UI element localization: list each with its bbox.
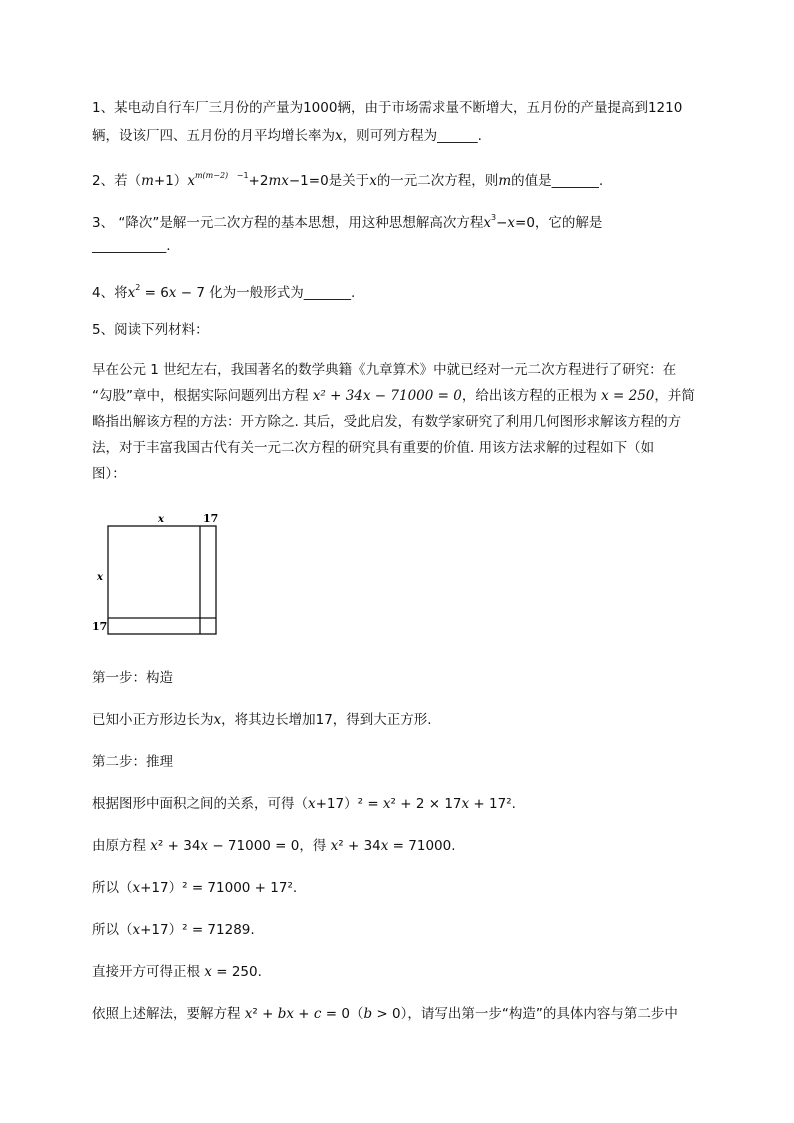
var-c: c (313, 1006, 322, 1022)
p5-title-text: 5、阅读下列材料： (92, 322, 209, 338)
p5-para-text-2a: “勾股”章中，根据实际问题列出方程 (92, 388, 313, 404)
p3-text-a: 3、 “降次”是解一元二次方程的基本思想，用这种思想解高次方程 (92, 215, 484, 231)
r2-text-d: ² + 34 (338, 838, 381, 854)
p5-para-text-4: 法，对于丰富我国古代有关一元二次方程的研究具有重要的价值. 用该方法求解的过程如下（如 (92, 440, 655, 456)
p5-para-line-2 (92, 386, 695, 406)
r5-text-a: 直接开方可得正根 (92, 964, 205, 980)
p3-blank: ___________. (92, 238, 171, 254)
step-1-title-text: 第一步：构造 (92, 670, 173, 686)
step-1-text-a: 已知小正方形边长为 (92, 712, 214, 728)
label-top-x: x (158, 514, 164, 525)
reasoning-line-4 (92, 920, 255, 940)
problem-2-line (92, 166, 603, 191)
r4-text-a: 所以（ (92, 922, 133, 938)
r1-text-a: 根据图形中面积之间的关系，可得（ (92, 796, 308, 812)
exponent-2: 2 (135, 283, 141, 292)
problem-3-line-2 (92, 236, 171, 256)
var-x: x (132, 880, 141, 896)
p2-text-a: 2、若（ (92, 173, 142, 189)
p5-para-text-5: 图）： (92, 466, 126, 482)
problem-1-text-a: 辆，设该厂四、五月份的月平均增长率为 (92, 128, 335, 144)
var-bx: bx (277, 1006, 294, 1022)
var-b: b (363, 1006, 373, 1022)
p2-text-e: −1=0是关于 (288, 173, 370, 189)
r2-text-a: 由原方程 (92, 838, 151, 854)
last-text-d: = 0（ (321, 1006, 364, 1022)
var-x: x (127, 285, 136, 301)
var-x: x (213, 712, 222, 728)
problem-1-text: 1、某电动自行车厂三月份的产量为1000辆，由于市场需求量不断增大，五月份的产量提高到1210 (92, 100, 683, 116)
r3-text-b: +17）² = 71000 + 17². (140, 880, 298, 896)
p5-para-line-3 (92, 412, 681, 432)
exponent-3: 3 (491, 213, 497, 222)
last-text-b: ² + (252, 1006, 278, 1022)
var-x: x (200, 838, 209, 854)
reasoning-line-1 (92, 794, 516, 814)
var-x: x (187, 173, 195, 189)
p4-text-a: 4、将 (92, 285, 128, 301)
p5-para-line-1 (92, 360, 676, 380)
problem-5-title (92, 320, 209, 340)
p5-root: x = 250 (601, 388, 655, 404)
p5-para-line-4 (92, 438, 654, 458)
label-top-17: 17 (203, 512, 219, 525)
r5-text-b: = 250. (211, 964, 262, 980)
r4-text-b: +17）² = 71289. (140, 922, 255, 938)
p3-text-b: =0，它的解是 (515, 215, 603, 231)
p4-text-c: − 7 化为一般形式为_______. (176, 285, 356, 301)
last-text-e: > 0），请写出第一步“构造”的具体内容与第二步中 (372, 1006, 678, 1022)
reasoning-line-2 (92, 836, 456, 856)
final-question-line (92, 1004, 678, 1024)
p2-text-d: +2 (248, 173, 269, 189)
p5-para-line-5 (92, 464, 126, 484)
p5-equation: x² + 34x − 71000 = 0 (312, 388, 462, 404)
p5-para-text-1: 早在公元 1 世纪左右，我国著名的数学典籍《九章算术》中就已经对一元二次方程进行了研究：在 (92, 362, 677, 378)
problem-1-line-1 (92, 98, 682, 118)
step-2-title-text: 第二步：推理 (92, 754, 173, 770)
var-x: x (308, 796, 316, 812)
var-m: m (141, 173, 154, 189)
var-m: m (498, 173, 512, 189)
p5-para-text-2b: ，给出该方程的正根为 (461, 388, 602, 404)
minus-sign: − (496, 215, 508, 231)
var-mx: mx (268, 173, 289, 189)
label-left-17: 17 (92, 620, 108, 633)
var-x: x (244, 1006, 253, 1022)
var-x: x (204, 964, 212, 980)
r1-text-d: ² + 2 × 17 (390, 796, 462, 812)
p2-blank: 的值是_______. (511, 173, 604, 189)
var-x: x (168, 285, 177, 301)
var-x: x (150, 838, 158, 854)
var-x: x (369, 173, 377, 189)
var-x: x (507, 215, 516, 231)
problem-3-line-1 (92, 208, 602, 233)
square-diagram (92, 508, 232, 638)
problem-1-blank: ，则可列方程为______. (342, 128, 482, 144)
step-1-title (92, 668, 173, 688)
step-1-text-b: ，将其边长增加17，得到大正方形. (221, 712, 432, 728)
var-x: x (382, 796, 391, 812)
p5-para-text-3: 略指出解该方程的方法：开方除之. 其后，受此启发，有数学家研究了利用几何图形求解该方程的方 (92, 414, 682, 430)
r1-text-b: +17）² = (315, 796, 383, 812)
exponent-minus-one: −1 (236, 171, 249, 180)
r3-text-a: 所以（ (92, 880, 133, 896)
problem-1-line-2 (92, 126, 482, 146)
var-x: x (330, 838, 339, 854)
p2-text-b: +1） (153, 173, 188, 189)
r1-text-f: + 17². (469, 796, 516, 812)
p5-para-text-2c: ，并简 (654, 388, 695, 404)
exponent-m: m (194, 171, 203, 180)
r2-text-e: = 71000. (388, 838, 456, 854)
square-diagram-svg (92, 508, 232, 638)
reasoning-line-5 (92, 962, 262, 982)
step-2-title (92, 752, 173, 772)
var-x: x (335, 128, 343, 144)
last-text-a: 依照上述解法，要解方程 (92, 1006, 245, 1022)
p4-text-b: = 6 (140, 285, 169, 301)
step-1-text (92, 710, 432, 730)
exponent-rest: (m−2) (202, 171, 229, 180)
reasoning-line-3 (92, 878, 297, 898)
var-x: x (483, 215, 491, 231)
var-x: x (461, 796, 470, 812)
p2-text-f: 的一元二次方程，则 (376, 173, 499, 189)
r2-text-c: − 71000 = 0，得 (208, 838, 331, 854)
last-text-c: + (294, 1006, 314, 1022)
label-left-x: x (97, 572, 103, 583)
problem-4-line (92, 278, 355, 303)
var-x: x (132, 922, 141, 938)
var-x: x (380, 838, 389, 854)
r2-text-b: ² + 34 (157, 838, 201, 854)
